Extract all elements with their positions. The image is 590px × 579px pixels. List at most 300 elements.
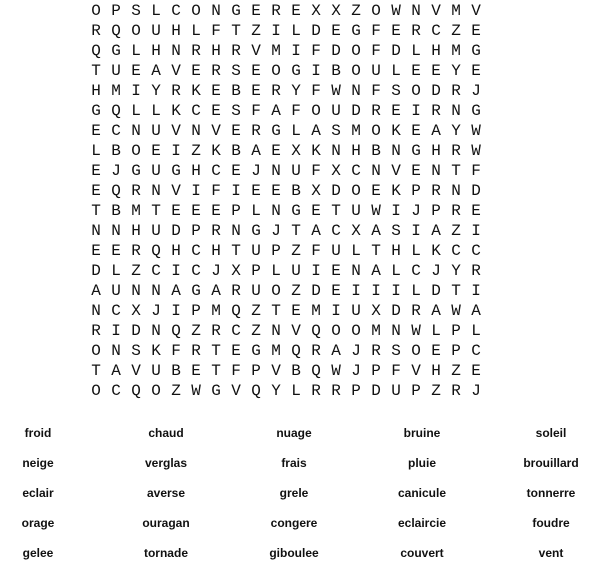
grid-cell[interactable]: W [331,82,341,100]
grid-cell[interactable]: V [431,2,441,20]
grid-cell[interactable]: I [311,62,321,80]
grid-cell[interactable]: I [111,322,121,340]
grid-cell[interactable]: T [211,362,221,380]
grid-cell[interactable]: L [291,22,301,40]
grid-cell[interactable]: R [191,342,201,360]
grid-cell[interactable]: Z [131,262,141,280]
grid-cell[interactable]: Y [451,62,461,80]
grid-cell[interactable]: C [431,22,441,40]
grid-cell[interactable]: Q [291,342,301,360]
grid-cell[interactable]: E [331,22,341,40]
grid-cell[interactable]: H [431,142,441,160]
grid-cell[interactable]: F [311,242,321,260]
grid-cell[interactable]: Y [271,382,281,400]
grid-cell[interactable]: C [111,382,121,400]
grid-cell[interactable]: L [291,122,301,140]
grid-cell[interactable]: D [431,82,441,100]
grid-cell[interactable]: D [311,282,321,300]
grid-cell[interactable]: E [251,182,261,200]
grid-cell[interactable]: O [371,122,381,140]
grid-cell[interactable]: L [151,102,161,120]
grid-cell[interactable]: N [151,322,161,340]
grid-cell[interactable]: Y [151,82,161,100]
grid-cell[interactable]: Q [151,242,161,260]
grid-cell[interactable]: J [211,262,221,280]
grid-cell[interactable]: D [131,322,141,340]
grid-cell[interactable]: T [91,362,101,380]
grid-cell[interactable]: P [271,242,281,260]
grid-cell[interactable]: A [211,282,221,300]
grid-cell[interactable]: T [291,222,301,240]
grid-cell[interactable]: I [471,222,481,240]
grid-cell[interactable]: E [91,122,101,140]
grid-cell[interactable]: S [391,222,401,240]
grid-cell[interactable]: E [151,142,161,160]
grid-cell[interactable]: W [471,142,481,160]
grid-cell[interactable]: S [131,342,141,360]
grid-cell[interactable]: K [391,122,401,140]
grid-cell[interactable]: S [231,62,241,80]
grid-cell[interactable]: S [131,2,141,20]
grid-cell[interactable]: Z [191,322,201,340]
grid-cell[interactable]: I [471,282,481,300]
grid-cell[interactable]: R [371,102,381,120]
grid-cell[interactable]: N [91,302,101,320]
grid-cell[interactable]: C [331,222,341,240]
grid-cell[interactable]: U [291,262,301,280]
grid-cell[interactable]: O [131,142,141,160]
grid-cell[interactable]: O [91,382,101,400]
grid-cell[interactable]: N [431,162,441,180]
grid-cell[interactable]: H [211,42,221,60]
grid-cell[interactable]: U [291,162,301,180]
grid-cell[interactable]: C [211,162,221,180]
grid-cell[interactable]: A [371,222,381,240]
grid-cell[interactable]: W [331,362,341,380]
grid-cell[interactable]: E [231,342,241,360]
grid-cell[interactable]: Y [291,82,301,100]
grid-cell[interactable]: Z [451,222,461,240]
grid-cell[interactable]: Z [171,382,181,400]
grid-cell[interactable]: C [471,342,481,360]
grid-cell[interactable]: U [151,222,161,240]
grid-cell[interactable]: J [471,382,481,400]
grid-cell[interactable]: G [471,102,481,120]
grid-cell[interactable]: N [211,2,221,20]
grid-cell[interactable]: Z [451,362,461,380]
grid-cell[interactable]: V [171,122,181,140]
grid-cell[interactable]: I [411,222,421,240]
grid-cell[interactable]: U [151,162,161,180]
grid-cell[interactable]: U [111,282,121,300]
grid-cell[interactable]: R [171,82,181,100]
grid-cell[interactable]: T [451,162,461,180]
grid-cell[interactable]: C [111,122,121,140]
grid-cell[interactable]: P [351,382,361,400]
grid-cell[interactable]: B [291,362,301,380]
grid-cell[interactable]: E [251,82,261,100]
grid-cell[interactable]: I [311,262,321,280]
grid-cell[interactable]: P [251,362,261,380]
grid-cell[interactable]: D [431,282,441,300]
grid-cell[interactable]: G [171,162,181,180]
grid-cell[interactable]: R [131,182,141,200]
grid-cell[interactable]: A [271,102,281,120]
grid-cell[interactable]: S [391,82,401,100]
grid-cell[interactable]: H [351,142,361,160]
grid-cell[interactable]: H [151,42,161,60]
grid-cell[interactable]: G [91,102,101,120]
grid-cell[interactable]: E [411,162,421,180]
grid-cell[interactable]: X [351,222,361,240]
grid-cell[interactable]: U [151,22,161,40]
grid-cell[interactable]: E [471,202,481,220]
grid-cell[interactable]: M [111,82,121,100]
grid-cell[interactable]: D [391,42,401,60]
grid-cell[interactable]: P [431,202,441,220]
grid-cell[interactable]: O [91,342,101,360]
grid-cell[interactable]: N [351,262,361,280]
grid-cell[interactable]: D [351,102,361,120]
grid-cell[interactable]: E [111,242,121,260]
grid-cell[interactable]: Q [251,382,261,400]
grid-cell[interactable]: I [391,202,401,220]
grid-cell[interactable]: E [231,162,241,180]
grid-cell[interactable]: R [251,122,261,140]
grid-cell[interactable]: D [171,222,181,240]
grid-cell[interactable]: U [331,102,341,120]
grid-cell[interactable]: R [211,322,221,340]
grid-cell[interactable]: E [471,22,481,40]
grid-cell[interactable]: V [211,122,221,140]
grid-cell[interactable]: R [271,82,281,100]
grid-cell[interactable]: L [151,2,161,20]
grid-cell[interactable]: U [151,122,161,140]
grid-cell[interactable]: A [311,222,321,240]
grid-cell[interactable]: N [171,42,181,60]
grid-cell[interactable]: R [331,382,341,400]
grid-cell[interactable]: U [371,62,381,80]
grid-cell[interactable]: O [151,382,161,400]
grid-cell[interactable]: G [271,122,281,140]
grid-cell[interactable]: J [471,82,481,100]
grid-cell[interactable]: L [351,242,361,260]
grid-cell[interactable]: B [111,202,121,220]
grid-cell[interactable]: C [191,102,201,120]
grid-cell[interactable]: R [451,142,461,160]
grid-cell[interactable]: F [371,42,381,60]
grid-cell[interactable]: R [231,282,241,300]
grid-cell[interactable]: E [291,302,301,320]
grid-cell[interactable]: R [191,42,201,60]
grid-cell[interactable]: B [371,142,381,160]
grid-cell[interactable]: E [391,102,401,120]
grid-cell[interactable]: H [131,222,141,240]
grid-cell[interactable]: D [91,262,101,280]
grid-cell[interactable]: P [411,182,421,200]
grid-cell[interactable]: I [331,302,341,320]
grid-cell[interactable]: P [191,302,201,320]
grid-cell[interactable]: E [211,82,221,100]
grid-cell[interactable]: R [471,262,481,280]
grid-cell[interactable]: P [111,2,121,20]
grid-cell[interactable]: R [271,2,281,20]
grid-cell[interactable]: I [191,182,201,200]
grid-cell[interactable]: E [251,62,261,80]
grid-cell[interactable]: K [391,182,401,200]
grid-cell[interactable]: N [451,182,461,200]
grid-cell[interactable]: R [311,342,321,360]
grid-cell[interactable]: W [391,2,401,20]
grid-cell[interactable]: S [331,122,341,140]
grid-cell[interactable]: T [331,202,341,220]
grid-cell[interactable]: R [91,322,101,340]
grid-cell[interactable]: M [371,322,381,340]
grid-cell[interactable]: I [171,142,181,160]
grid-cell[interactable]: N [371,162,381,180]
grid-cell[interactable]: J [251,162,261,180]
grid-cell[interactable]: O [311,102,321,120]
grid-cell[interactable]: W [471,122,481,140]
grid-cell[interactable]: M [131,202,141,220]
grid-cell[interactable]: E [191,202,201,220]
grid-cell[interactable]: U [251,282,261,300]
grid-cell[interactable]: N [411,2,421,20]
grid-cell[interactable]: K [191,82,201,100]
grid-cell[interactable]: Y [451,262,461,280]
grid-cell[interactable]: Z [251,302,261,320]
grid-cell[interactable]: R [451,382,461,400]
grid-cell[interactable]: F [251,102,261,120]
grid-cell[interactable]: F [311,162,321,180]
grid-cell[interactable]: E [171,202,181,220]
grid-cell[interactable]: E [371,182,381,200]
grid-cell[interactable]: L [111,262,121,280]
grid-cell[interactable]: G [211,382,221,400]
grid-cell[interactable]: T [451,282,461,300]
grid-cell[interactable]: U [391,382,401,400]
grid-cell[interactable]: M [351,122,361,140]
grid-cell[interactable]: K [211,142,221,160]
grid-cell[interactable]: R [211,62,221,80]
grid-cell[interactable]: X [371,302,381,320]
grid-cell[interactable]: R [311,382,321,400]
grid-cell[interactable]: V [391,162,401,180]
grid-cell[interactable]: M [451,42,461,60]
grid-cell[interactable]: R [371,342,381,360]
grid-cell[interactable]: X [311,182,321,200]
grid-cell[interactable]: N [111,342,121,360]
grid-cell[interactable]: R [131,242,141,260]
grid-cell[interactable]: O [351,62,361,80]
grid-cell[interactable]: J [411,202,421,220]
grid-cell[interactable]: R [451,82,461,100]
grid-cell[interactable]: G [131,162,141,180]
grid-cell[interactable]: H [171,242,181,260]
grid-cell[interactable]: G [351,22,361,40]
grid-cell[interactable]: R [431,182,441,200]
grid-cell[interactable]: V [171,62,181,80]
grid-cell[interactable]: F [391,362,401,380]
grid-cell[interactable]: N [131,122,141,140]
grid-cell[interactable]: O [191,2,201,20]
grid-cell[interactable]: V [291,322,301,340]
grid-cell[interactable]: X [331,2,341,20]
grid-cell[interactable]: F [371,82,381,100]
grid-cell[interactable]: H [91,82,101,100]
grid-cell[interactable]: A [171,282,181,300]
grid-cell[interactable]: L [271,262,281,280]
grid-cell[interactable]: Z [351,2,361,20]
grid-cell[interactable]: O [351,182,361,200]
grid-cell[interactable]: K [431,242,441,260]
grid-cell[interactable]: E [191,362,201,380]
grid-cell[interactable]: B [331,62,341,80]
grid-cell[interactable]: A [371,262,381,280]
grid-cell[interactable]: L [471,322,481,340]
grid-cell[interactable]: L [291,382,301,400]
grid-cell[interactable]: E [191,62,201,80]
grid-cell[interactable]: X [331,162,341,180]
grid-cell[interactable]: Z [291,282,301,300]
grid-cell[interactable]: X [231,262,241,280]
grid-cell[interactable]: N [191,122,201,140]
grid-cell[interactable]: K [311,142,321,160]
grid-cell[interactable]: E [411,122,421,140]
grid-cell[interactable]: T [271,302,281,320]
grid-cell[interactable]: A [91,282,101,300]
grid-cell[interactable]: P [411,382,421,400]
grid-cell[interactable]: S [391,342,401,360]
grid-cell[interactable]: T [211,342,221,360]
grid-cell[interactable]: E [91,162,101,180]
grid-cell[interactable]: C [151,262,161,280]
grid-cell[interactable]: T [151,202,161,220]
grid-cell[interactable]: C [451,242,461,260]
grid-cell[interactable]: Q [171,322,181,340]
grid-cell[interactable]: E [231,122,241,140]
grid-cell[interactable]: E [311,202,321,220]
grid-cell[interactable]: D [311,22,321,40]
grid-cell[interactable]: E [391,22,401,40]
grid-cell[interactable]: L [411,242,421,260]
grid-cell[interactable]: A [311,122,321,140]
grid-cell[interactable]: N [271,202,281,220]
grid-cell[interactable]: H [431,362,441,380]
grid-cell[interactable]: U [351,202,361,220]
grid-cell[interactable]: P [451,322,461,340]
grid-cell[interactable]: W [191,382,201,400]
grid-cell[interactable]: O [411,82,421,100]
grid-cell[interactable]: D [331,42,341,60]
grid-cell[interactable]: A [151,62,161,80]
grid-cell[interactable]: O [91,2,101,20]
grid-cell[interactable]: G [291,202,301,220]
grid-cell[interactable]: A [431,222,441,240]
grid-cell[interactable]: Z [191,142,201,160]
grid-cell[interactable]: F [291,102,301,120]
grid-cell[interactable]: P [191,222,201,240]
grid-cell[interactable]: U [251,242,261,260]
grid-cell[interactable]: O [271,62,281,80]
grid-cell[interactable]: I [351,282,361,300]
grid-cell[interactable]: C [411,262,421,280]
grid-cell[interactable]: E [331,262,341,280]
grid-cell[interactable]: U [111,62,121,80]
grid-cell[interactable]: F [171,342,181,360]
grid-cell[interactable]: B [231,82,241,100]
grid-cell[interactable]: N [451,102,461,120]
grid-cell[interactable]: E [271,182,281,200]
grid-cell[interactable]: O [371,2,381,20]
grid-cell[interactable]: E [431,62,441,80]
grid-cell[interactable]: R [231,42,241,60]
grid-cell[interactable]: X [291,142,301,160]
grid-cell[interactable]: V [171,182,181,200]
grid-cell[interactable]: V [251,42,261,60]
grid-cell[interactable]: Q [91,42,101,60]
grid-cell[interactable]: F [211,182,221,200]
grid-cell[interactable]: U [331,242,341,260]
grid-cell[interactable]: O [331,322,341,340]
grid-cell[interactable]: G [291,62,301,80]
grid-cell[interactable]: J [431,262,441,280]
grid-cell[interactable]: J [351,342,361,360]
grid-cell[interactable]: L [411,282,421,300]
grid-cell[interactable]: N [151,282,161,300]
grid-cell[interactable]: C [471,242,481,260]
grid-cell[interactable]: E [471,62,481,80]
grid-cell[interactable]: R [431,102,441,120]
grid-cell[interactable]: R [411,22,421,40]
grid-cell[interactable]: I [171,302,181,320]
grid-cell[interactable]: O [351,42,361,60]
grid-cell[interactable]: Q [111,182,121,200]
grid-cell[interactable]: X [311,2,321,20]
grid-cell[interactable]: G [231,2,241,20]
grid-cell[interactable]: G [411,142,421,160]
grid-cell[interactable]: W [371,202,381,220]
grid-cell[interactable]: M [451,2,461,20]
grid-cell[interactable]: V [271,362,281,380]
grid-cell[interactable]: T [91,62,101,80]
grid-cell[interactable]: A [331,342,341,360]
grid-cell[interactable]: N [331,142,341,160]
grid-cell[interactable]: V [231,382,241,400]
grid-cell[interactable]: J [151,302,161,320]
grid-cell[interactable]: O [271,282,281,300]
grid-cell[interactable]: E [431,342,441,360]
grid-cell[interactable]: L [431,322,441,340]
grid-cell[interactable]: C [171,2,181,20]
grid-cell[interactable]: D [471,182,481,200]
grid-cell[interactable]: N [351,82,361,100]
grid-cell[interactable]: A [471,302,481,320]
grid-cell[interactable]: G [191,282,201,300]
grid-cell[interactable]: T [91,202,101,220]
grid-cell[interactable]: E [471,362,481,380]
grid-cell[interactable]: I [391,282,401,300]
grid-cell[interactable]: B [171,362,181,380]
grid-cell[interactable]: A [251,142,261,160]
grid-cell[interactable]: I [271,22,281,40]
grid-cell[interactable]: B [231,142,241,160]
grid-cell[interactable]: L [391,62,401,80]
grid-cell[interactable]: Z [291,242,301,260]
grid-cell[interactable]: E [331,282,341,300]
grid-cell[interactable]: E [291,2,301,20]
grid-cell[interactable]: L [131,102,141,120]
